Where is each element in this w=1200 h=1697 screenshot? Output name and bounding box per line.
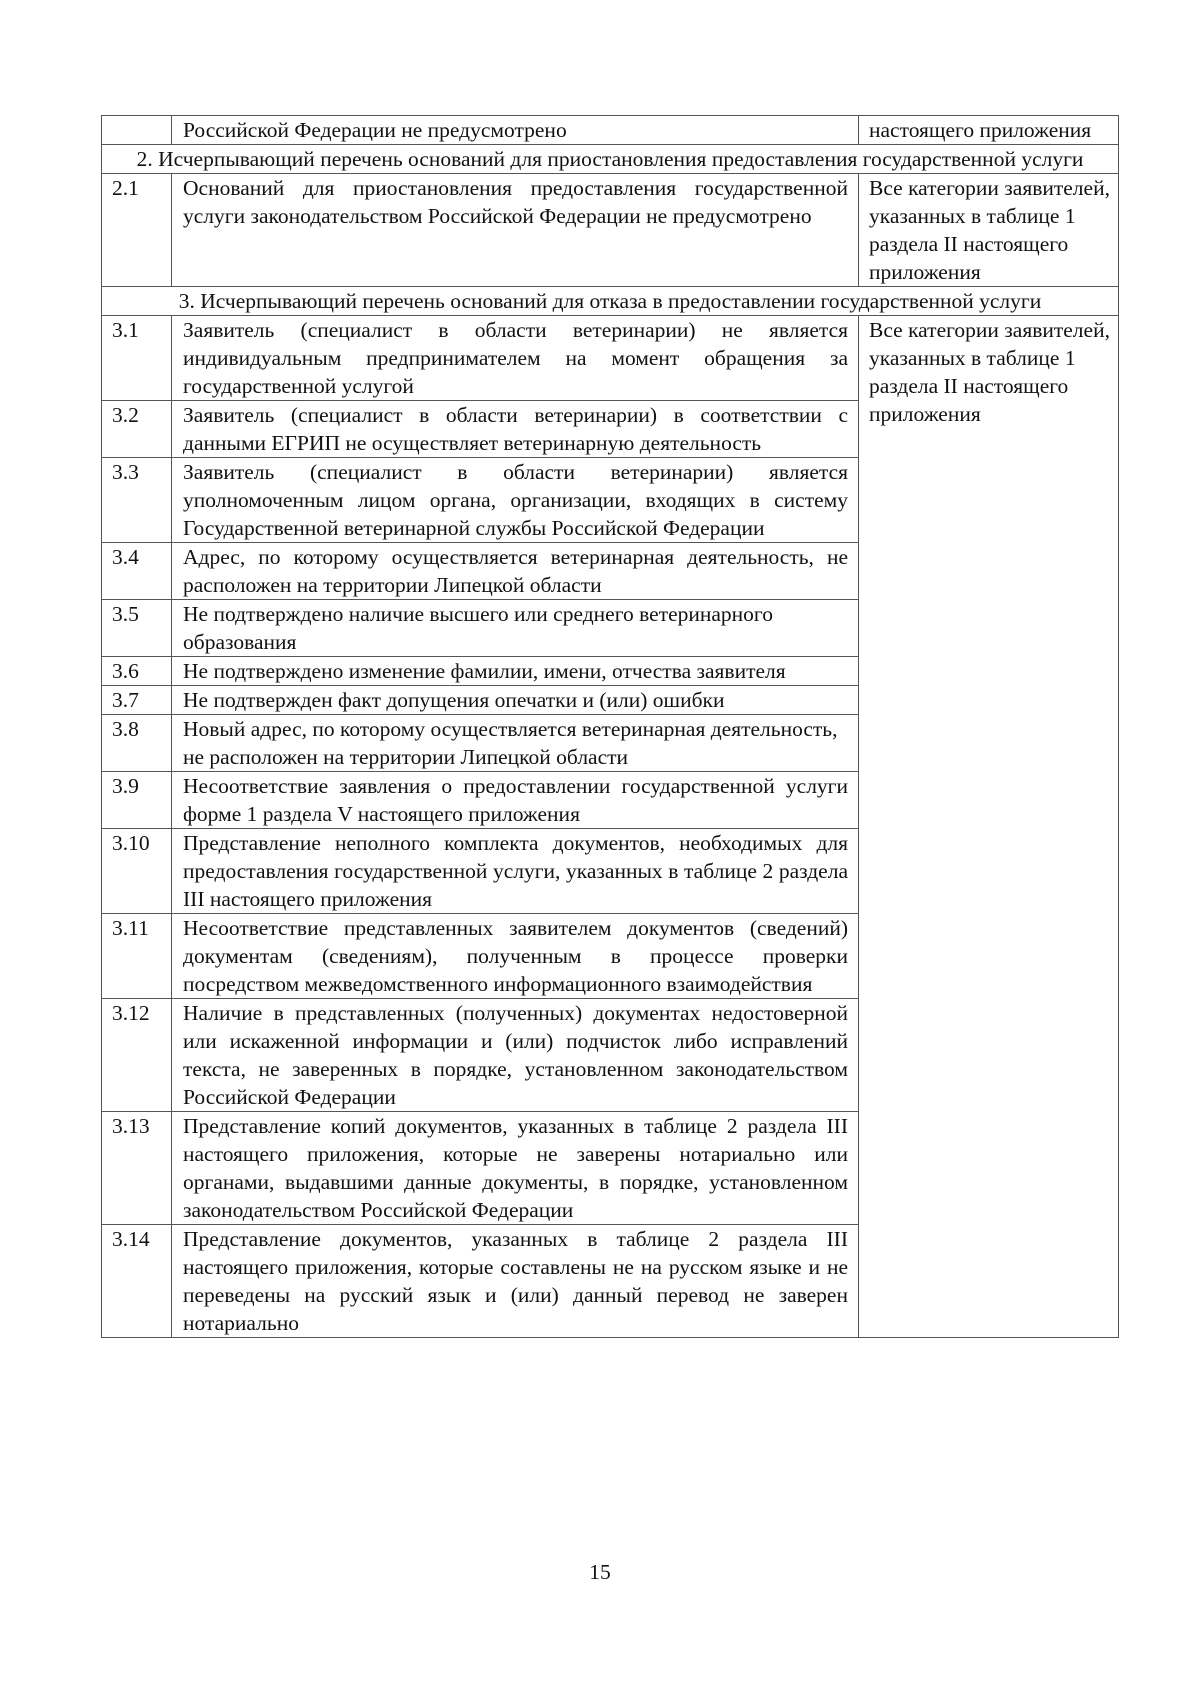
ground-text: Российской Федерации не предусмотрено [172,116,859,145]
ground-text: Несоответствие заявления о предоставлении государственной услуги форме 1 раздела V настоящего приложения [172,772,859,829]
ground-text: Заявитель (специалист в области ветеринарии) не является индивидуальным предпринимателем на момент обращения за государственной услугой [172,316,859,401]
ground-text: Наличие в представленных (полученных) документах недостоверной или искаженной информации и (или) подчисток либо исправлений текста, не заверенных в порядке, установленном законодательством Российской Федерации [172,999,859,1112]
row-number: 3.14 [102,1225,172,1338]
row-number: 2.1 [102,174,172,287]
grounds-table [101,115,1119,1338]
row-number: 3.2 [102,401,172,458]
row-number: 3.7 [102,686,172,715]
row-number: 3.10 [102,829,172,914]
ground-text: Представление копий документов, указанных в таблице 2 раздела III настоящего приложения, которые не заверены нотариально или органами, выдавшими данные документы, в порядке, установленном законодательством Российской Федерации [172,1112,859,1225]
ground-text: Не подтверждено изменение фамилии, имени, отчества заявителя [172,657,859,686]
row-number: 3.1 [102,316,172,401]
ground-text: Представление документов, указанных в таблице 2 раздела III настоящего приложения, которые составлены не на русском языке и не переведены на русский язык и (или) данный перевод не заверен нотариально [172,1225,859,1338]
row-number: 3.9 [102,772,172,829]
ground-text: Не подтвержден факт допущения опечатки и (или) ошибки [172,686,859,715]
page-number: 15 [589,1560,611,1584]
applicant-category: Все категории заявителей, указанных в таблице 1 раздела II настоящего приложения [859,316,1119,1338]
row-number: 3.13 [102,1112,172,1225]
ground-text: Не подтверждено наличие высшего или среднего ветеринарного образования [172,600,859,657]
row-number: 3.4 [102,543,172,600]
section-title: 3. Исчерпывающий перечень оснований для отказа в предоставлении государственной услуги [102,287,1119,316]
ground-text: Заявитель (специалист в области ветеринарии) в соответствии с данными ЕГРИП не осуществляет ветеринарную деятельность [172,401,859,458]
table-row [102,316,1119,401]
row-number: 3.12 [102,999,172,1112]
section-header-row [102,287,1119,316]
row-number: 3.3 [102,458,172,543]
ground-text: Представление неполного комплекта документов, необходимых для предоставления государственной услуги, указанных в таблице 2 раздела III настоящего приложения [172,829,859,914]
row-number: 3.6 [102,657,172,686]
ground-text: Несоответствие представленных заявителем документов (сведений) документам (сведениям), полученным в процессе проверки посредством межведомственного информационного взаимодействия [172,914,859,999]
ground-text: Новый адрес, по которому осуществляется ветеринарная деятельность, не расположен на территории Липецкой области [172,715,859,772]
row-number: 3.5 [102,600,172,657]
grounds-table-body [102,116,1119,1338]
row-number: 3.11 [102,914,172,999]
applicant-category: Все категории заявителей, указанных в таблице 1 раздела II настоящего приложения [859,174,1119,287]
ground-text: Адрес, по которому осуществляется ветеринарная деятельность, не расположен на территории Липецкой области [172,543,859,600]
ground-text: Оснований для приостановления предоставления государственной услуги законодательством Российской Федерации не предусмотрено [172,174,859,287]
table-row [102,116,1119,145]
section-header-row [102,145,1119,174]
row-number [102,116,172,145]
ground-text: Заявитель (специалист в области ветеринарии) является уполномоченным лицом органа, организации, входящих в систему Государственной ветеринарной службы Российской Федерации [172,458,859,543]
applicant-category: настоящего приложения [859,116,1119,145]
table-row [102,174,1119,287]
section-title: 2. Исчерпывающий перечень оснований для приостановления предоставления государственной услуги [102,145,1119,174]
row-number: 3.8 [102,715,172,772]
